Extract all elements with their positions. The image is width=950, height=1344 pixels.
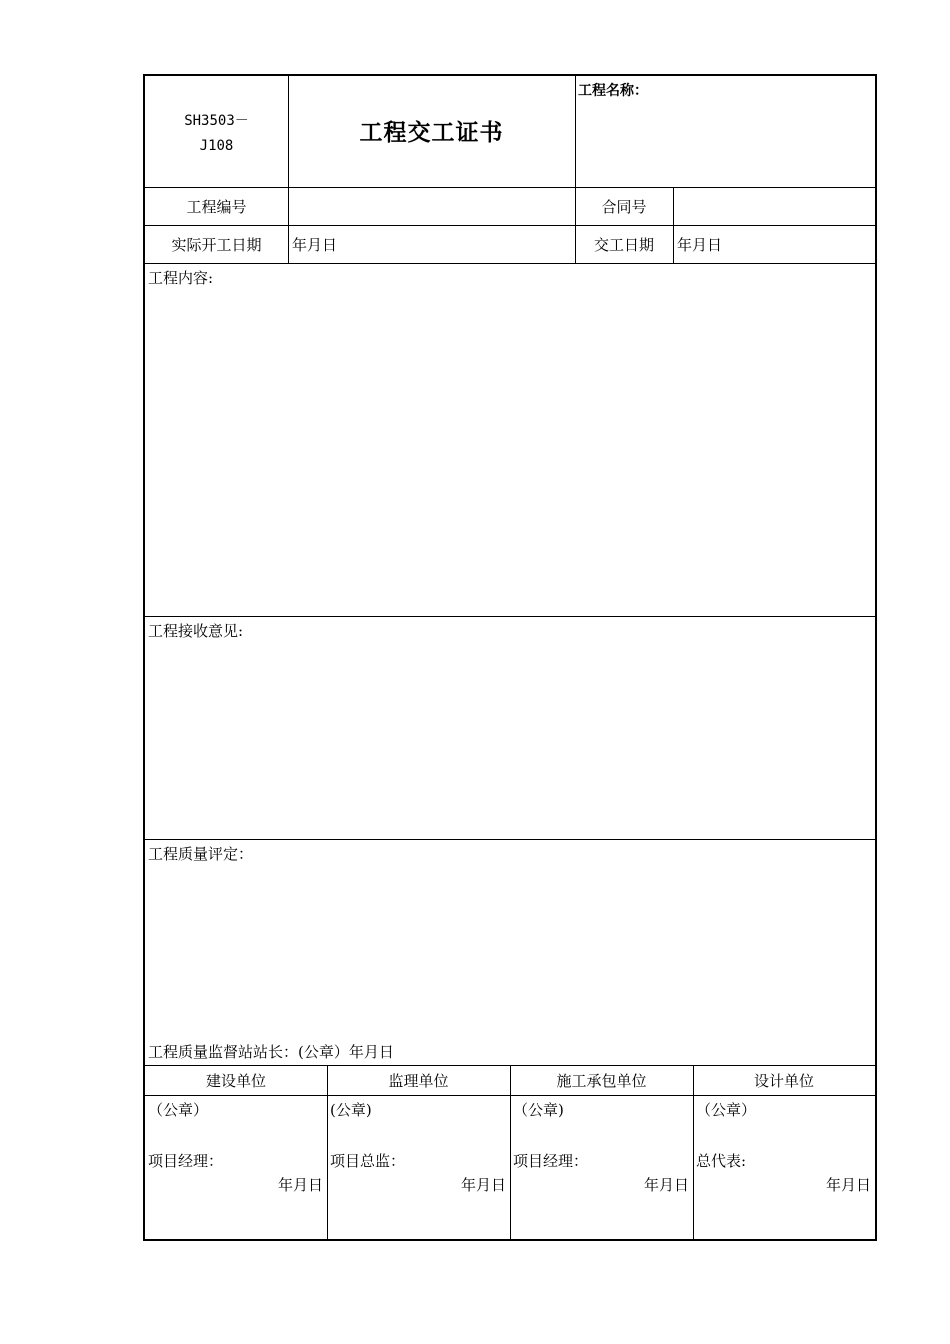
- sig-unit-supervision: 监理单位: [388, 1072, 449, 1090]
- row-divider: [145, 839, 875, 840]
- handover-date-field[interactable]: 年月日: [677, 236, 723, 254]
- sig-date: 年月日: [825, 1176, 871, 1194]
- acceptance-opinion-label: 工程接收意见:: [148, 622, 244, 640]
- sig-date: 年月日: [460, 1176, 506, 1194]
- sig-role: 总代表:: [696, 1152, 747, 1170]
- sig-seal: (公章): [330, 1101, 372, 1119]
- sig-role: 项目总监：: [330, 1152, 406, 1170]
- col-divider: [575, 76, 576, 263]
- row-divider: [145, 616, 875, 617]
- col-divider: [693, 1065, 694, 1239]
- page-title: 工程交工证书: [359, 119, 504, 146]
- sig-date: 年月日: [643, 1176, 689, 1194]
- sig-seal: （公章): [513, 1101, 564, 1119]
- form-code-line1: SH3503－: [184, 113, 249, 129]
- handover-date-label: 交工日期: [593, 236, 654, 254]
- supervisor-signature-line: 工程质量监督站站长：(公章）年月日: [148, 1043, 394, 1061]
- handover-certificate-form: [143, 74, 877, 1241]
- project-content-label: 工程内容:: [148, 269, 214, 287]
- sig-unit-contractor: 施工承包单位: [556, 1072, 647, 1090]
- sig-date: 年月日: [277, 1176, 323, 1194]
- contract-no-label: 合同号: [601, 198, 647, 216]
- project-no-label: 工程编号: [186, 198, 247, 216]
- start-date-field[interactable]: 年月日: [292, 236, 338, 254]
- start-date-label: 实际开工日期: [171, 236, 262, 254]
- col-divider: [288, 76, 289, 263]
- sig-seal: （公章）: [148, 1101, 209, 1119]
- col-divider: [510, 1065, 511, 1239]
- row-divider: [145, 225, 875, 226]
- sig-seal: （公章）: [696, 1101, 757, 1119]
- row-divider: [145, 187, 875, 188]
- col-divider: [673, 187, 674, 263]
- quality-assessment-label: 工程质量评定：: [148, 845, 254, 863]
- project-name-label: 工程名称：: [578, 83, 648, 99]
- col-divider: [327, 1065, 328, 1239]
- sig-role: 项目经理：: [148, 1152, 224, 1170]
- sig-unit-design: 设计单位: [753, 1072, 814, 1090]
- row-divider: [145, 263, 875, 264]
- sig-unit-owner: 建设单位: [205, 1072, 266, 1090]
- sig-role: 项目经理：: [513, 1152, 589, 1170]
- form-code-line2: J108: [199, 138, 234, 154]
